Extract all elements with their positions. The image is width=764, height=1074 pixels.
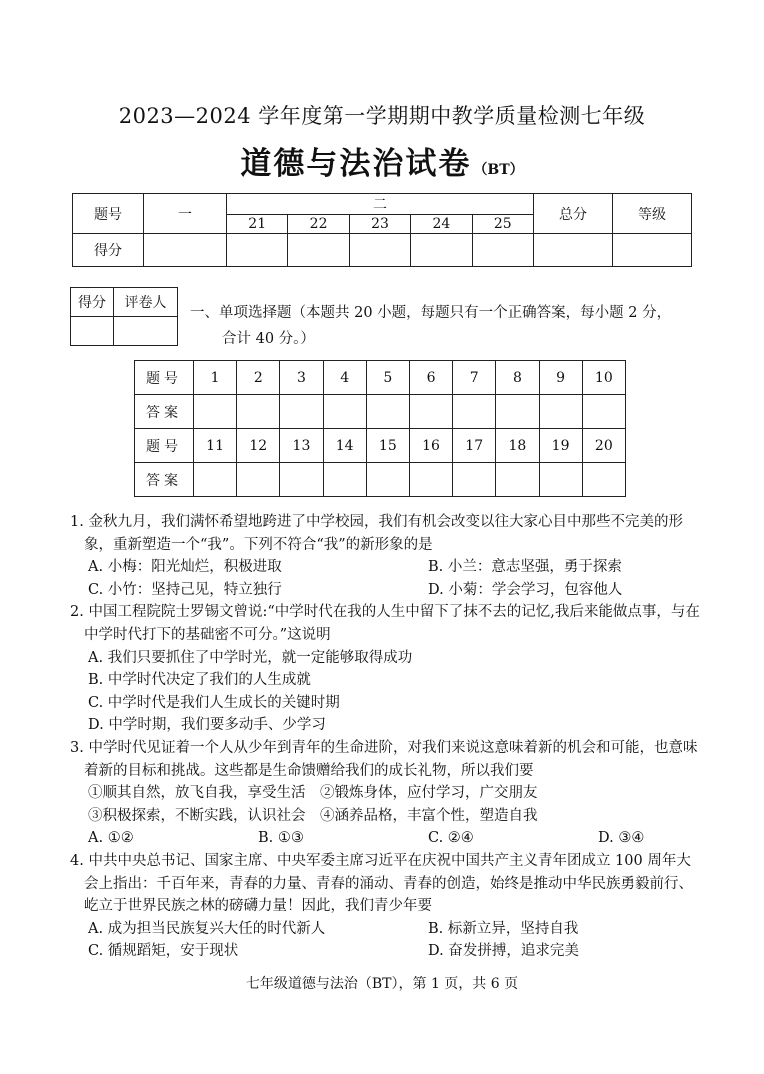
- option-a: A. 成为担当民族复兴大任的时代新人: [88, 920, 326, 937]
- answer-table-num: 10: [582, 361, 625, 395]
- score-table-defen: 得分: [73, 234, 144, 267]
- answer-cell: [194, 395, 237, 429]
- question-4: [70, 850, 700, 963]
- option-c: C. 小竹：坚持己见，特立独行: [88, 581, 282, 598]
- option-d: D. 小菊：学会学习，包容他人: [428, 581, 623, 598]
- answer-cell: [323, 463, 366, 497]
- question-3: [70, 737, 700, 850]
- option-a: A. 小梅：阳光灿烂，积极进取: [88, 559, 282, 576]
- answer-table-num: 1: [194, 361, 237, 395]
- answer-cell: [409, 463, 452, 497]
- answer-table-num: 17: [453, 429, 496, 463]
- score-cell: [227, 234, 288, 267]
- option-c: C. ②④: [428, 830, 474, 847]
- answer-table: [134, 360, 626, 497]
- option-d: D. ③④: [598, 830, 645, 847]
- answer-table-num: 19: [539, 429, 582, 463]
- score-cell: [472, 234, 533, 267]
- score-table-subcol: 21: [227, 215, 288, 234]
- score-cell: [349, 234, 410, 267]
- answer-cell: [582, 463, 625, 497]
- exam-title-main: 道德与法治试卷: [240, 146, 472, 182]
- statement-line: ①顺其自然，放飞自我，享受生活 ②锻炼身体，应付学习，广交朋友: [88, 785, 538, 802]
- answer-table-num: 18: [496, 429, 539, 463]
- question-stem: 4. 中共中央总书记、国家主席、中央军委主席习近平在庆祝中国共产主义青年团成立 100 周年大会上指出：千百年来，青春的力量、青春的涌动、青春的创造，始终是推动中华民族勇毅前行、屹立于世界民族之林的磅礴力量！因此，我们青少年要: [70, 852, 693, 915]
- answer-table-num: 9: [539, 361, 582, 395]
- answer-table-num: 8: [496, 361, 539, 395]
- grader-score-cell: [71, 317, 114, 346]
- answer-cell: [366, 463, 409, 497]
- score-cell: [613, 234, 692, 267]
- score-table-subcol: 24: [411, 215, 472, 234]
- score-table-total: 总分: [534, 194, 613, 234]
- section-1-line1: 一、单项选择题（本题共 20 小题，每题只有一个正确答案，每小题 2 分，: [190, 305, 672, 321]
- score-cell: [411, 234, 472, 267]
- score-cell: [288, 234, 349, 267]
- score-table-col-two: 二: [227, 194, 534, 215]
- answer-cell: [280, 463, 323, 497]
- answer-table-num: 12: [237, 429, 280, 463]
- answer-table-num: 15: [366, 429, 409, 463]
- answer-table-num: 13: [280, 429, 323, 463]
- answer-cell: [194, 463, 237, 497]
- grader-label: 评卷人: [114, 288, 178, 317]
- option-d: D. 中学时期，我们要多动手、少学习: [88, 717, 326, 734]
- option-b: B. 中学时代决定了我们的人生成就: [88, 672, 311, 689]
- answer-table-num: 11: [194, 429, 237, 463]
- question-stem: 3. 中学时代见证着一个人从少年到青年的生命进阶，对我们来说这意味着新的机会和可能，也意味着新的目标和挑战。这些都是生命馈赠给我们的成长礼物，所以我们要: [70, 739, 698, 779]
- option-a: A. ①②: [88, 830, 134, 847]
- answer-table-daan: 答案: [135, 463, 194, 497]
- score-table-subcol: 22: [288, 215, 349, 234]
- answer-cell: [496, 395, 539, 429]
- answer-cell: [539, 463, 582, 497]
- option-b: B. 标新立异，坚持自我: [428, 920, 579, 937]
- section-1-heading: [190, 300, 710, 352]
- answer-table-daan: 答案: [135, 395, 194, 429]
- answer-table-num: 6: [409, 361, 452, 395]
- option-d: D. 奋发拼搏，追求完美: [428, 943, 579, 960]
- question-stem: 1. 金秋九月，我们满怀希望地跨进了中学校园，我们有机会改变以往大家心目中那些不完美的形象，重新塑造一个“我”。下列不符合“我”的新形象的是: [70, 514, 683, 553]
- answer-cell: [237, 463, 280, 497]
- answer-table-tihao: 题号: [135, 361, 194, 395]
- score-cell: [534, 234, 613, 267]
- option-c: C. 循规蹈矩，安于现状: [88, 943, 239, 960]
- exam-title: [0, 138, 764, 183]
- exam-title-sub: （BT）: [473, 162, 524, 178]
- question-list: [70, 511, 700, 963]
- section-1-line2: 合计 40 分。）: [222, 331, 315, 347]
- score-table-grade: 等级: [613, 194, 692, 234]
- answer-cell: [539, 395, 582, 429]
- score-table-tihao: 题号: [73, 194, 144, 234]
- page-footer: 七年级道德与法治（BT），第 1 页，共 6 页: [245, 976, 519, 992]
- answer-cell: [409, 395, 452, 429]
- answer-table-num: 2: [237, 361, 280, 395]
- score-cell: [144, 234, 227, 267]
- question-stem: 2. 中国工程院院士罗锡文曾说:“中学时代在我的人生中留下了抹不去的记忆,我后来能做点事，与在中学时代打下的基础密不可分。”这说明: [70, 604, 700, 643]
- statement-line: ③积极探索，不断实践，认识社会 ④涵养品格，丰富个性，塑造自我: [88, 807, 538, 824]
- option-a: A. 我们只要抓住了中学时光，就一定能够取得成功: [88, 649, 413, 666]
- answer-table-tihao: 题号: [135, 429, 194, 463]
- answer-cell: [453, 395, 496, 429]
- answer-table-num: 20: [582, 429, 625, 463]
- question-2: [70, 601, 700, 737]
- answer-cell: [323, 395, 366, 429]
- score-table-subcol: 25: [472, 215, 533, 234]
- answer-cell: [453, 463, 496, 497]
- question-1: [70, 511, 700, 601]
- grader-table: [70, 287, 178, 346]
- answer-cell: [366, 395, 409, 429]
- answer-table-num: 14: [323, 429, 366, 463]
- option-b: B. ①③: [258, 830, 304, 847]
- score-table-col-one: 一: [144, 194, 227, 234]
- answer-cell: [280, 395, 323, 429]
- exam-header-line1: 2023—2024 学年度第一学期期中教学质量检测七年级: [118, 104, 646, 128]
- answer-table-num: 7: [453, 361, 496, 395]
- option-b: B. 小兰：意志坚强，勇于探索: [428, 559, 622, 576]
- answer-cell: [582, 395, 625, 429]
- grader-name-cell: [114, 317, 178, 346]
- score-table: [72, 193, 692, 267]
- grader-score-label: 得分: [71, 288, 114, 317]
- score-table-subcol: 23: [349, 215, 410, 234]
- answer-table-num: 3: [280, 361, 323, 395]
- answer-table-num: 5: [366, 361, 409, 395]
- option-c: C. 中学时代是我们人生成长的关键时期: [88, 694, 340, 711]
- answer-table-num: 4: [323, 361, 366, 395]
- answer-cell: [496, 463, 539, 497]
- answer-cell: [237, 395, 280, 429]
- answer-table-num: 16: [409, 429, 452, 463]
